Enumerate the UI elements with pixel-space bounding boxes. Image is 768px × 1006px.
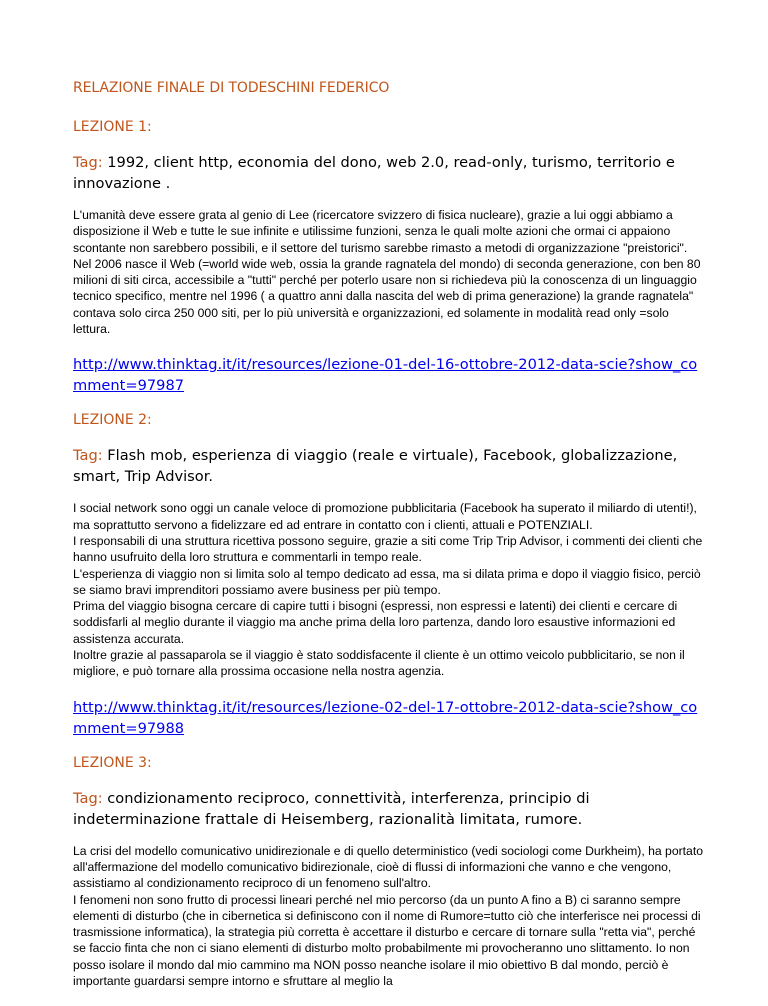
lesson-body xyxy=(73,500,703,679)
paragraph: L'esperienza di viaggio non si limita solo al tempo dedicato ad essa, ma si dilata prima e dopo il viaggio fisico, perciò se siamo bravi imprenditori possiamo avere business per più tempo. xyxy=(73,566,701,597)
paragraph: I social network sono oggi un canale veloce di promozione pubblicitaria (Facebook ha superato il miliardo di utenti!), ma soprattutto servono a fidelizzare ed ad entrare in contatto con i clienti, attuali e POTENZIALI. xyxy=(73,501,697,532)
lesson-body xyxy=(73,843,703,990)
document-page xyxy=(73,78,703,1006)
lesson-3 xyxy=(73,753,703,990)
paragraph: Nel 2006 nasce il Web (=world wide web, ossia la grande ragnatela del mondo) di seconda generazione, con ben 80 milioni di siti circa, accessibile a "tutti" perché per poterlo usare non si richiedeva più la conoscenza di un linguaggio tecnico specifico, mentre nel 1996 ( a quattro anni dalla nascita del web di prima generazione) la grande ragnatela" contava solo circa 250 000 siti, per lo più università e organizzazioni, ed solamente in modalità read only =solo lettura. xyxy=(73,256,701,337)
tags-text: condizionamento reciproco, connettività, interferenza, principio di indeterminazione frattale di Heisemberg, razionalità limitata, rumore. xyxy=(73,789,590,828)
lesson-heading: LEZIONE 1: xyxy=(73,119,152,135)
lesson-heading: LEZIONE 2: xyxy=(73,412,152,429)
paragraph: L'umanità deve essere grata al genio di Lee (ricercatore svizzero di fisica nucleare), grazie a lui oggi abbiamo a disposizione il Web e tutte le sue infinite e utilissime funzioni, senza le quali molte azioni che ormai ci appaiono scontante non sarebbero possibili, e il settore del turismo sarebbe rimasto a metodi di organizzazione "preistorici". xyxy=(73,208,688,255)
document-title: RELAZIONE FINALE DI TODESCHINI FEDERICO xyxy=(73,80,390,96)
lesson-2 xyxy=(73,410,703,738)
lesson-heading: LEZIONE 3: xyxy=(73,754,152,771)
tag-line xyxy=(73,445,703,487)
paragraph: La crisi del modello comunicativo unidirezionale e di quello deterministico (vedi sociologi come Durkheim), ha portato all'affermazione del modello comunicativo bidirezionale, cioè di flussi di informazioni che vanno e che vengono, assistiamo al condizionamento reciproco di un fenomeno sull'altro. xyxy=(73,843,703,891)
tag-line xyxy=(73,152,703,194)
lesson-body xyxy=(73,207,703,337)
paragraph: Inoltre grazie al passaparola se il viaggio è stato soddisfacente il cliente è un ottimo veicolo pubblicitario, se non il migliore, e può tornare alla prossima occasione nella nostra agenzia. xyxy=(73,648,685,679)
tag-label: Tag: xyxy=(73,447,103,465)
tag-label: Tag: xyxy=(73,154,103,171)
tags-text: Flash mob, esperienza di viaggio (reale e virtuale), Facebook, globalizzazione, smart, Trip Advisor. xyxy=(73,447,678,486)
lesson-link[interactable]: http://www.thinktag.it/it/resources/lezione-02-del-17-ottobre-2012-data-scie?show_comment=97988 xyxy=(73,698,698,737)
tag-line xyxy=(73,788,703,830)
paragraph: I fenomeni non sono frutto di processi lineari perché nel mio percorso (da un punto A fino a B) ci saranno sempre elementi di disturbo (che in cibernetica si definiscono con il nome di Rumore=tutto ciò che interferisce nei processi di trasmissione informatica), la strategia più corretta è accettare il disturbo e cercare di tornare sulla "retta via", perché se faccio finta che non ci siano elementi di disturbo molto probabilmente mi provocheranno uno slittamento. Io non posso isolare il mondo dal mio cammino ma NON posso neanche isolare il mio obiettivo B dal mondo, perciò è importante guardarsi sempre intorno e sfruttare al meglio la xyxy=(73,892,701,989)
paragraph: I responsabili di una struttura ricettiva possono seguire, grazie a siti come Trip Trip Advisor, i commenti dei clienti che hanno usufruito della loro struttura e commentarli in tempo reale. xyxy=(73,533,703,565)
tags-text: 1992, client http, economia del dono, web 2.0, read-only, turismo, territorio e innovazione . xyxy=(73,154,675,192)
lesson-1 xyxy=(73,117,703,396)
paragraph: Prima del viaggio bisogna cercare di capire tutti i bisogni (espressi, non espressi e latenti) dei clienti e cercare di soddisfarli al meglio durante il viaggio ma anche prima della loro partenza, dando loro esaustive informazioni ed assistenza accurata. xyxy=(73,599,678,646)
tag-label: Tag: xyxy=(73,789,103,807)
lesson-link[interactable]: http://www.thinktag.it/it/resources/lezione-01-del-16-ottobre-2012-data-scie?show_comment=97987 xyxy=(73,356,698,395)
